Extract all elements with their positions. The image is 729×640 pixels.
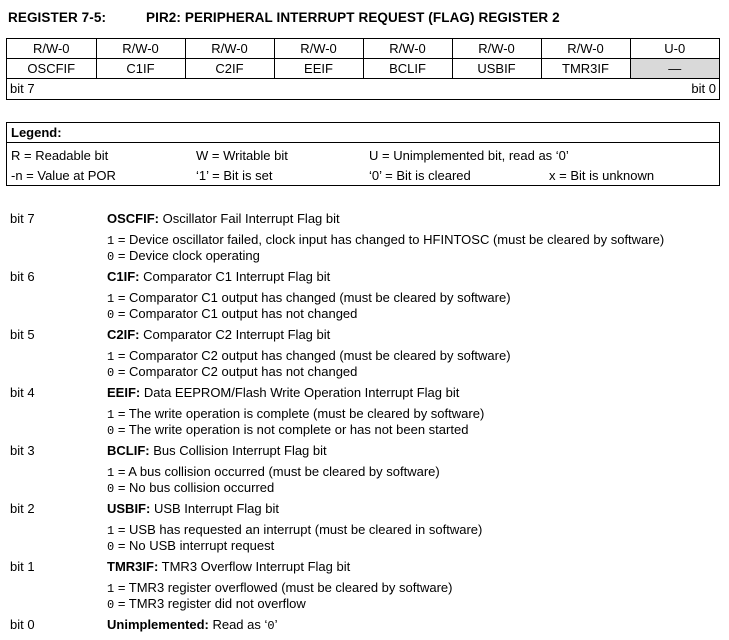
set-text: = Device oscillator failed, clock input has changed to HFINTOSC (must be cleared by software): [114, 232, 665, 247]
bit-name: C1IF:: [107, 269, 140, 284]
clear-text: = Device clock operating: [114, 248, 260, 263]
clear-text: = The write operation is not complete or has not been started: [114, 422, 469, 437]
access-cell: R/W-0: [274, 39, 363, 59]
bit-description: [107, 327, 330, 342]
legend-writable: W = Writable bit: [196, 148, 288, 163]
bit-label: bit 7: [10, 211, 35, 226]
bit-desc-text: Oscillator Fail Interrupt Flag bit: [159, 211, 340, 226]
clear-text: = Comparator C1 output has not changed: [114, 306, 358, 321]
bit-desc-text: USB Interrupt Flag bit: [150, 501, 279, 516]
bit-clear-meaning: [107, 364, 357, 380]
bit-description: [107, 443, 327, 458]
bit-description: [107, 211, 340, 226]
bit-clear-meaning: [107, 538, 274, 554]
value-zero: 0: [107, 308, 115, 322]
bit-description: [107, 501, 279, 516]
legend-unimplemented: U = Unimplemented bit, read as ‘0’: [369, 148, 569, 163]
bit-set-meaning: [107, 522, 482, 538]
value-one: 1: [107, 292, 115, 306]
bit-name: USBIF:: [107, 501, 151, 516]
bit-clear-meaning: [107, 248, 260, 264]
bit-name-cell: C1IF: [96, 59, 185, 79]
legend-cleared: ‘0’ = Bit is cleared: [369, 168, 471, 183]
bit-set-meaning: [107, 232, 664, 248]
value-zero: 0: [107, 598, 115, 612]
register-title: [8, 10, 560, 25]
clear-text: = Comparator C2 output has not changed: [114, 364, 358, 379]
bit-set-meaning: [107, 348, 511, 364]
quote-close: ’: [274, 617, 278, 632]
set-text: = The write operation is complete (must be cleared by software): [114, 406, 485, 421]
value-one: 1: [107, 234, 115, 248]
bit-set-meaning: [107, 406, 484, 422]
bit-label: bit 0: [10, 617, 35, 632]
access-cell: U-0: [630, 39, 719, 59]
bit-name: OSCFIF:: [107, 211, 159, 226]
bit-name: EEIF:: [107, 385, 141, 400]
bit-order-row: [7, 79, 719, 99]
value-one: 1: [107, 582, 115, 596]
bit-name-cell: OSCFIF: [7, 59, 96, 79]
bit-set-meaning: [107, 290, 511, 306]
access-cell: R/W-0: [541, 39, 630, 59]
bit-name: TMR3IF:: [107, 559, 159, 574]
value-zero: 0: [107, 424, 115, 438]
bit-name-cell: USBIF: [452, 59, 541, 79]
register-bit-table: [6, 38, 720, 100]
set-text: = A bus collision occurred (must be cleared by software): [114, 464, 440, 479]
bit-clear-meaning: [107, 596, 306, 612]
bit-name-cell: C2IF: [185, 59, 274, 79]
legend-heading: Legend:: [7, 123, 719, 143]
bit-name-cell: EEIF: [274, 59, 363, 79]
register-name: PIR2: PERIPHERAL INTERRUPT REQUEST (FLAG) REGISTER 2: [146, 10, 560, 25]
bit-description: [107, 559, 350, 574]
bit-name: C2IF:: [107, 327, 140, 342]
bit-desc-text: Bus Collision Interrupt Flag bit: [149, 443, 327, 458]
bit-desc-text: Comparator C1 Interrupt Flag bit: [139, 269, 331, 284]
value-zero: 0: [107, 250, 115, 264]
bit-description: [107, 269, 330, 284]
bit-description: [107, 385, 459, 400]
bit-label: bit 2: [10, 501, 35, 516]
bit-high-label: bit 7: [10, 81, 35, 96]
bit-description: [107, 617, 277, 633]
set-text: = USB has requested an interrupt (must be cleared in software): [114, 522, 483, 537]
bit-name: Unimplemented:: [107, 617, 209, 632]
bit-desc-text: Data EEPROM/Flash Write Operation Interrupt Flag bit: [140, 385, 460, 400]
set-text: = TMR3 register overflowed (must be cleared by software): [114, 580, 453, 595]
bit-label: bit 1: [10, 559, 35, 574]
bit-low-label: bit 0: [691, 81, 716, 96]
access-cell: R/W-0: [185, 39, 274, 59]
bit-desc-text: TMR3 Overflow Interrupt Flag bit: [158, 559, 351, 574]
bit-label: bit 6: [10, 269, 35, 284]
access-cell: R/W-0: [32, 41, 70, 56]
access-row: [7, 39, 719, 59]
clear-text: = No USB interrupt request: [114, 538, 275, 553]
bit-set-meaning: [107, 580, 452, 596]
access-cell: R/W-0: [96, 39, 185, 59]
bit-name: BCLIF:: [107, 443, 150, 458]
bit-name-cell: BCLIF: [363, 59, 452, 79]
clear-text: = TMR3 register did not overflow: [114, 596, 306, 611]
value-one: 1: [107, 524, 115, 538]
access-cell: R/W-0: [452, 39, 541, 59]
value-zero: 0: [107, 482, 115, 496]
access-cell: R/W-0: [363, 39, 452, 59]
bit-label: bit 4: [10, 385, 35, 400]
legend-unknown: x = Bit is unknown: [549, 168, 655, 183]
register-number: REGISTER 7-5:: [8, 10, 107, 25]
set-text: = Comparator C2 output has changed (must be cleared by software): [114, 348, 511, 363]
value-zero: 0: [107, 540, 115, 554]
clear-text: = No bus collision occurred: [114, 480, 275, 495]
legend-set: ‘1’ = Bit is set: [196, 168, 273, 183]
bit-name-cell-unimplemented: —: [630, 59, 719, 79]
bit-set-meaning: [107, 464, 440, 480]
bit-name-cell: TMR3IF: [541, 59, 630, 79]
bit-name-row: [7, 59, 719, 79]
set-text: = Comparator C1 output has changed (must be cleared by software): [114, 290, 511, 305]
bit-clear-meaning: [107, 306, 357, 322]
value-one: 1: [107, 408, 115, 422]
value-one: 1: [107, 350, 115, 364]
value-zero: 0: [107, 366, 115, 380]
bit-desc-text: Read as ‘: [208, 617, 268, 632]
legend-readable: R = Readable bit: [11, 148, 109, 163]
bit-clear-meaning: [107, 480, 274, 496]
bit-label: bit 3: [10, 443, 35, 458]
bit-clear-meaning: [107, 422, 468, 438]
bit-label: bit 5: [10, 327, 35, 342]
value-one: 1: [107, 466, 115, 480]
bit-desc-text: Comparator C2 Interrupt Flag bit: [139, 327, 331, 342]
legend-box: [6, 122, 720, 186]
read-value: 0: [267, 619, 275, 633]
legend-por: -n = Value at POR: [11, 168, 116, 183]
